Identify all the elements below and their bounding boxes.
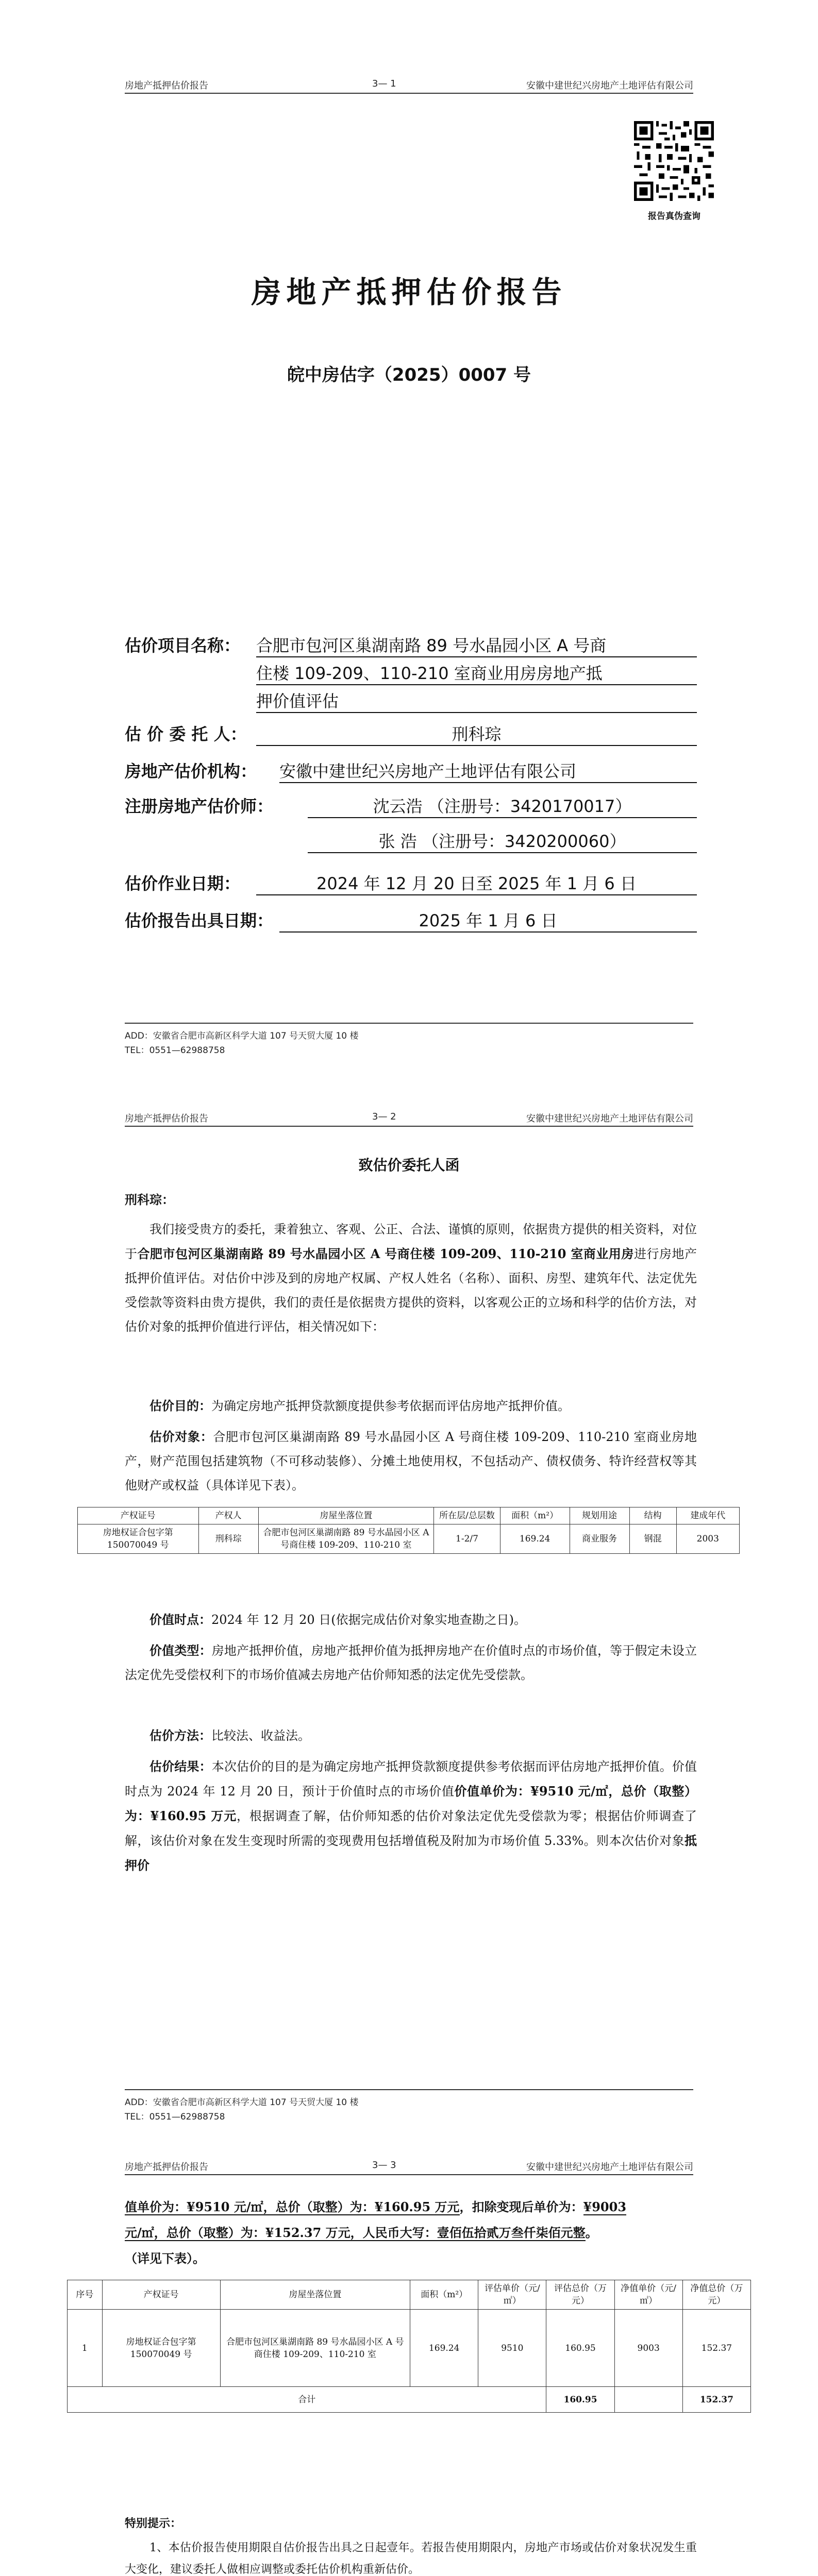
footer-address: ADD：安徽省合肥市高新区科学大道 107 号天贸大厦 10 楼 <box>125 2097 359 2108</box>
col-net-unit: 净值单价（元/㎡） <box>614 2280 682 2310</box>
cell-area: 169.24 <box>410 2310 478 2387</box>
header-right: 安徽中建世纪兴房地产土地评估有限公司 <box>526 2162 693 2173</box>
total-empty <box>614 2387 682 2413</box>
issue-date-label: 估价报告出具日期： <box>125 911 274 930</box>
mortgage-value-total: 元/㎡，总价（取整）为：¥152.37 万元，人民币大写：壹佰伍拾贰万叁仟柒佰元整 <box>125 2225 586 2240</box>
agency-label: 房地产估价机构： <box>125 761 257 781</box>
page-footer <box>125 1023 693 1058</box>
issue-date-value: 2025 年 1 月 6 日 <box>279 908 697 933</box>
valuation-table <box>67 2280 751 2413</box>
cell-location: 合肥市包河区巢湖南路 89 号水晶园小区 A 号商住楼 109-209、110-210 室 <box>258 1524 434 1554</box>
agency-value: 安徽中建世纪兴房地产土地评估有限公司 <box>279 758 697 783</box>
cell-structure: 钢混 <box>629 1524 676 1554</box>
page-footer <box>125 2089 693 2124</box>
workdate-label: 估价作业日期： <box>125 874 241 893</box>
purpose-paragraph <box>125 1394 697 1418</box>
col-area: 面积（m²） <box>500 1507 570 1524</box>
header-right: 安徽中建世纪兴房地产土地评估有限公司 <box>526 1113 693 1124</box>
total-net-value: 152.37 <box>682 2387 750 2413</box>
client-label: 估 价 委 托 人： <box>125 724 247 744</box>
col-location: 房屋坐落位置 <box>220 2280 410 2310</box>
col-cert-no: 产权证号 <box>78 1507 199 1524</box>
header-left: 房地产抵押估价报告 <box>125 1113 208 1124</box>
object-label: 估价对象： <box>149 1429 213 1444</box>
appraiser-2: 张 浩 （注册号：3420200060） <box>308 828 697 853</box>
header-left: 房地产抵押估价报告 <box>125 80 208 91</box>
method-label: 估价方法： <box>149 1728 211 1743</box>
project-name-line3: 押价值评估 <box>256 688 697 713</box>
header-page-number: 3— 3 <box>372 2160 396 2171</box>
document-number: 皖中房估字（2025）0007 号 <box>287 365 531 385</box>
value-type-text: 房地产抵押价值，房地产抵押价值为抵押房地产在价值时点的市场价值，等于假定未设立法定优先受偿权利下的市场价值减去房地产估价师知悉的法定优先受偿款。 <box>125 1643 697 1682</box>
cell-unit-price: 9510 <box>478 2310 546 2387</box>
page-header <box>125 1110 693 1127</box>
cell-year: 2003 <box>676 1524 739 1554</box>
page-header <box>125 77 693 94</box>
report-title: 房地产抵押估价报告 <box>251 275 567 310</box>
col-location: 房屋坐落位置 <box>258 1507 434 1524</box>
cell-net-unit: 9003 <box>614 2310 682 2387</box>
page-cover <box>0 0 818 1084</box>
intro-text: 我们接受贵方的委托，秉着独立、客观、公正、合法、谨慎的原则，依据贵方提供的相关资料，对位于 <box>125 1222 697 1261</box>
table-header-row <box>78 1507 740 1524</box>
letter-intro <box>125 1217 697 1339</box>
project-name-line1: 合肥市包河区巢湖南路 89 号水晶园小区 A 号商 <box>256 633 697 657</box>
result-text-c: ，根据调查了解，估价师知悉的估价对象法定优先受偿款为零；根据估价师调查了解，该估价对象在发生变现时所需的变现费用包括增值税及附加为市场价值 5.33%。则本次估价对象 <box>125 1809 697 1848</box>
value-date-text: 2024 年 12 月 20 日(依据完成估价对象实地查勘之日)。 <box>211 1613 527 1627</box>
header-page-number: 3— 1 <box>372 78 396 89</box>
footer-address: ADD：安徽省合肥市高新区科学大道 107 号天贸大厦 10 楼 <box>125 1031 359 1041</box>
header-left: 房地产抵押估价报告 <box>125 2162 208 2173</box>
cell-area: 169.24 <box>500 1524 570 1554</box>
page-continuation <box>0 2160 818 2576</box>
table-row <box>78 1524 740 1554</box>
total-label: 合计 <box>68 2387 546 2413</box>
mortgage-value-c: ¥9003 <box>583 2199 627 2214</box>
value-date-paragraph <box>125 1607 697 1632</box>
table-header-row <box>68 2280 751 2310</box>
page-letter <box>0 1084 818 2169</box>
property-table <box>77 1507 740 1554</box>
note-1: 1、本估价报告使用期限自估价报告出具之日起壹年。若报告使用期限内，房地产市场或估价对象状况发生重大变化，建议委托人做相应调整或委托估价机构重新估价。 <box>125 2541 697 2576</box>
col-structure: 结构 <box>629 1507 676 1524</box>
cell-total-price: 160.95 <box>546 2310 614 2387</box>
cell-location: 合肥市包河区巢湖南路 89 号水晶园小区 A 号商住楼 109-209、110-210 室 <box>220 2310 410 2387</box>
col-net-total: 净值总价（万元） <box>682 2280 750 2310</box>
workdate-value: 2024 年 12 月 20 日至 2025 年 1 月 6 日 <box>256 871 697 895</box>
intro-tail: 进行房地产抵押价值评估。对估价中涉及到的房地产权属、产权人姓名（名称）、面积、房型、建筑年代、法定优先受偿款等资料由贵方提供，我们的责任是依据贵方提供的资料，以客观公正的立场和科学的估价方法，对估价对象的抵押价值进行评估，相关情况如下： <box>125 1247 697 1334</box>
result-label: 估价结果： <box>149 1759 212 1774</box>
result-market-value: 价值单价为：¥9510 元/㎡，总价（取整）为：¥160.95 万元 <box>125 1784 697 1823</box>
qr-code-icon[interactable] <box>634 121 714 201</box>
cell-index: 1 <box>68 2310 103 2387</box>
notes-title: 特别提示： <box>125 2517 182 2530</box>
header-right: 安徽中建世纪兴房地产土地评估有限公司 <box>526 80 693 91</box>
result-text-d: 抵押价 <box>125 1833 697 1873</box>
client-value: 刑科琮 <box>256 721 697 746</box>
table-row <box>68 2310 751 2387</box>
footer-tel: TEL：0551—62988758 <box>125 1045 225 1056</box>
header-page-number: 3— 2 <box>372 1111 396 1122</box>
project-name-line2: 住楼 109-209、110-210 室商业用房房地产抵 <box>256 660 697 685</box>
appraiser-label: 注册房地产估价师： <box>125 796 274 816</box>
value-type-label: 价值类型： <box>149 1643 212 1658</box>
mortgage-value-b: ，扣除变现后单价为： <box>459 2199 583 2214</box>
cell-usage: 商业服务 <box>570 1524 629 1554</box>
cell-floor: 1-2/7 <box>434 1524 500 1554</box>
value-date-label: 价值时点： <box>149 1612 211 1627</box>
cell-net-total: 152.37 <box>682 2310 750 2387</box>
footer-tel: TEL：0551—62988758 <box>125 2112 225 2122</box>
mortgage-value-line1 <box>125 2195 697 2219</box>
cell-cert-no: 房地权证合包字第 150070049 号 <box>78 1524 199 1554</box>
purpose-text: 为确定房地产抵押贷款额度提供参考依据而评估房地产抵押价值。 <box>211 1399 570 1413</box>
col-index: 序号 <box>68 2280 103 2310</box>
see-table-note: （详见下表）。 <box>125 2251 205 2266</box>
total-row <box>68 2387 751 2413</box>
result-text-a: 本次估价的目的是为确定房地产抵押贷款额度提供参考依据而评估房地产抵押价值。价值时点为 2024 年 12 月 20 日，预计于价值时点的市场价值 <box>125 1759 697 1799</box>
col-owner: 产权人 <box>198 1507 258 1524</box>
cell-cert-no: 房地权证合包字第 150070049 号 <box>102 2310 220 2387</box>
mortgage-value-line2 <box>125 2221 697 2245</box>
page-header <box>125 2159 693 2175</box>
col-cert-no: 产权证号 <box>102 2280 220 2310</box>
letter-salutation: 刑科琮： <box>125 1192 174 1207</box>
appraiser-1: 沈云浩 （注册号：3420170017） <box>308 793 697 818</box>
col-unit-price: 评估单价（元/㎡） <box>478 2280 546 2310</box>
qr-caption: 报告真伪查询 <box>648 211 700 222</box>
col-area: 面积（m²） <box>410 2280 478 2310</box>
object-paragraph <box>125 1425 697 1498</box>
col-usage: 规划用途 <box>570 1507 629 1524</box>
value-type-paragraph <box>125 1638 697 1687</box>
col-total-price: 评估总价（万元） <box>546 2280 614 2310</box>
object-text: 合肥市包河区巢湖南路 89 号水晶园小区 A 号商住楼 109-209、110-210 室商业房地产，财产范围包括建筑物（不可移动装修）、分摊土地使用权，不包括动产、债权债务、特许经营权等其他财产或权益（具体详见下表）。 <box>125 1430 697 1493</box>
intro-address: 合肥市包河区巢湖南路 89 号水晶园小区 A 号商住楼 109-209、110-210 室商业用房 <box>137 1246 634 1261</box>
result-paragraph <box>125 1754 697 1878</box>
cell-owner: 刑科琮 <box>198 1524 258 1554</box>
letter-title: 致估价委托人函 <box>358 1157 460 1174</box>
purpose-label: 估价目的： <box>149 1398 211 1413</box>
col-year: 建成年代 <box>676 1507 739 1524</box>
project-name-label: 估价项目名称： <box>125 636 241 655</box>
total-market-value: 160.95 <box>546 2387 614 2413</box>
method-text: 比较法、收益法。 <box>211 1728 310 1743</box>
col-floor: 所在层/总层数 <box>434 1507 500 1524</box>
mortgage-value-end: 。 <box>585 2225 598 2240</box>
method-paragraph <box>125 1723 697 1748</box>
mortgage-value-a: 值单价为：¥9510 元/㎡，总价（取整）为：¥160.95 万元 <box>125 2199 460 2214</box>
